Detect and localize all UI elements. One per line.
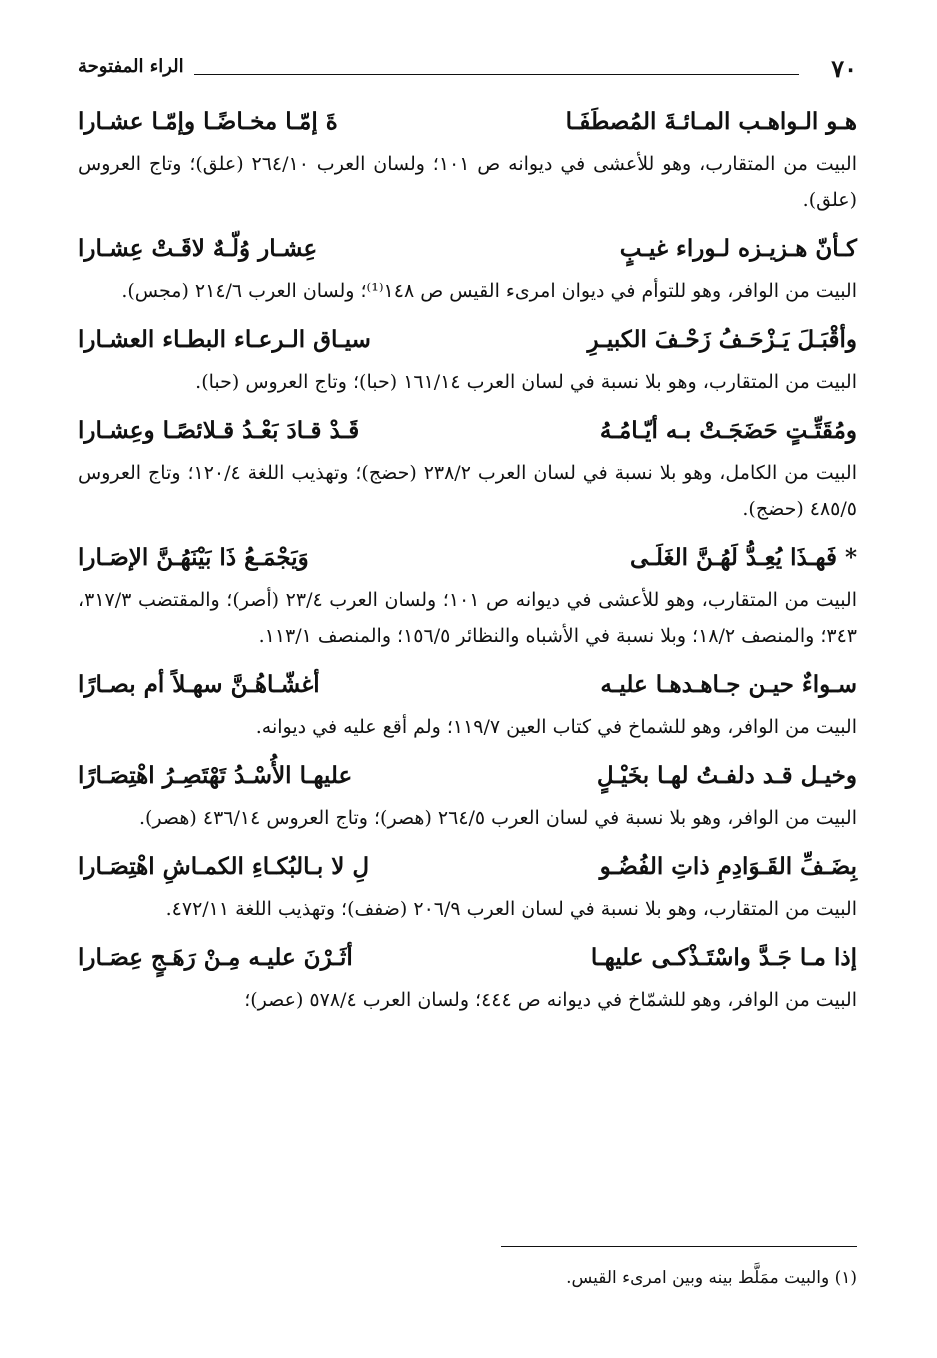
second-hemistich: لِ لا بـالبُكـاءِ الكمـاشِ اهْتِصَـارا [78, 853, 370, 880]
second-hemistich: عِشـار وُلّـهٌ لاقَـتْ عِشـارا [78, 235, 318, 262]
verse-commentary: البيت من المتقارب، وهو للأعشى في ديوانه ص ١٠١؛ ولسان العرب ٢٣/٤ (أصر)؛ والمقتضب ٣١٧/٣، ٣٤٣؛ والمنصف ١٨/٢؛ وبلا نسبة في الأشباه والنظائر ١٥٦/٥؛ والمنصف ١١٣/١. [78, 589, 857, 647]
verse-commentary: البيت من المتقارب، وهو بلا نسبة في لسان العرب ٢٠٦/٩ (ضفف)؛ وتهذيب اللغة ٤٧٢/١١. [165, 898, 857, 920]
verse-commentary: البيت من الوافر، وهو بلا نسبة في لسان العرب ٢٦٤/٥ (هصر)؛ وتاج العروس ٤٣٦/١٤ (هصر). [138, 807, 857, 829]
first-hemistich: هـو الـواهـب المـائـةَ المُصطَفَـا [565, 108, 857, 135]
poem-entry [78, 104, 857, 218]
footnote-rule [501, 1246, 857, 1247]
second-hemistich: أثَـرْنَ عليـه مِـنْ رَهَـجٍ عِصَـارا [78, 944, 353, 971]
verse-line [78, 231, 857, 267]
second-hemistich: وَيَجْمَـعُ ذَا بَيْنَهُـنَّ الإصَـارا [78, 544, 309, 571]
verse-line [78, 540, 857, 576]
poem-entry [78, 940, 857, 1018]
verse-line [78, 758, 857, 794]
verse-line [78, 940, 857, 976]
verse-line [78, 104, 857, 140]
poem-entry [78, 849, 857, 927]
second-hemistich: قَـدْ قـادَ بَعْـدُ قـلائصًـا وعِشـارا [78, 417, 360, 444]
second-hemistich: عليهـا الأُسْـدُ تَهْتَصِـرُ اهْتِصَـارًا [78, 762, 353, 789]
first-hemistich: إذا مـا جَـدَّ واسْتَـذْكـى عليهـا [590, 944, 857, 971]
poem-entry [78, 322, 857, 400]
page-header [78, 52, 857, 86]
verse-commentary: البيت من الوافر، وهو للشماخ في كتاب العين ١١٩/٧؛ ولم أقع عليه في ديوانه. [255, 716, 857, 738]
verse-commentary: البيت من الوافر، وهو للشمّاخ في ديوانه ص ٤٤٤؛ ولسان العرب ٥٧٨/٤ (عصر)؛ [244, 989, 857, 1011]
verse-commentary: البيت من المتقارب، وهو بلا نسبة في لسان العرب ١٦١/١٤ (حبا)؛ وتاج العروس (حبا). [195, 371, 857, 393]
page-body [78, 104, 857, 1031]
second-hemistich: ةَ إمّـا مخـاضًـا وإمّـا عشـارا [78, 108, 338, 135]
footnote: (١) والبيت ممَلَّط بينه وبين امرىء القيس. [566, 1268, 857, 1288]
first-hemistich: بِضَـفِّ القَـوَادِمِ ذاتِ الفُضُـو [599, 853, 857, 880]
verse-line [78, 322, 857, 358]
poem-entry [78, 413, 857, 527]
verse-commentary: البيت من الكامل، وهو بلا نسبة في لسان العرب ٢٣٨/٢ (حضج)؛ وتهذيب اللغة ١٢٠/٤؛ وتاج العروس ٤٨٥/٥ (حضج). [78, 462, 857, 520]
first-hemistich: وخيـل قـد دلفـتُ لهـا بخَيْـلٍ [596, 762, 857, 789]
poem-entry [78, 667, 857, 745]
first-hemistich: * فَهـذَا يُعِـدُّ لَهُـنَّ الغَلَـى [629, 544, 857, 571]
verse-line [78, 667, 857, 703]
poem-entry [78, 231, 857, 309]
second-hemistich: سيـاق الـرعـاء البطـاء العشـارا [78, 326, 371, 353]
verse-commentary: البيت من الوافر، وهو للتوأم في ديوان امرىء القيس ص ١٤٨⁽¹⁾؛ ولسان العرب ٢١٤/٦ (مجس). [121, 280, 857, 302]
first-hemistich: وأقْبَـلَ يَـزْحَـفُ زَحْـفَ الكبيـرِ [587, 326, 857, 353]
second-hemistich: أغشّـاهُـنَّ سهـلاً أم بصـارًا [78, 671, 320, 698]
section-title: الراء المفتوحة [78, 56, 184, 77]
page-number: ٧٠ [831, 54, 857, 83]
verse-line [78, 849, 857, 885]
verse-line [78, 413, 857, 449]
first-hemistich: كـأنّ هـزيـزه لـوراء غيـبٍ [619, 235, 857, 262]
first-hemistich: سـواءٌ حيـن جـاهـدهـا عليـه [600, 671, 857, 698]
poem-entry [78, 540, 857, 654]
first-hemistich: ومُقَتِّـتٍ حَضَجَـتْ بـه أيّـامُـهُ [599, 417, 857, 444]
verse-commentary: البيت من المتقارب، وهو للأعشى في ديوانه ص ١٠١؛ ولسان العرب ٢٦٤/١٠ (علق)؛ وتاج العروس (علق). [78, 153, 857, 211]
poem-entry [78, 758, 857, 836]
header-rule [194, 74, 799, 75]
